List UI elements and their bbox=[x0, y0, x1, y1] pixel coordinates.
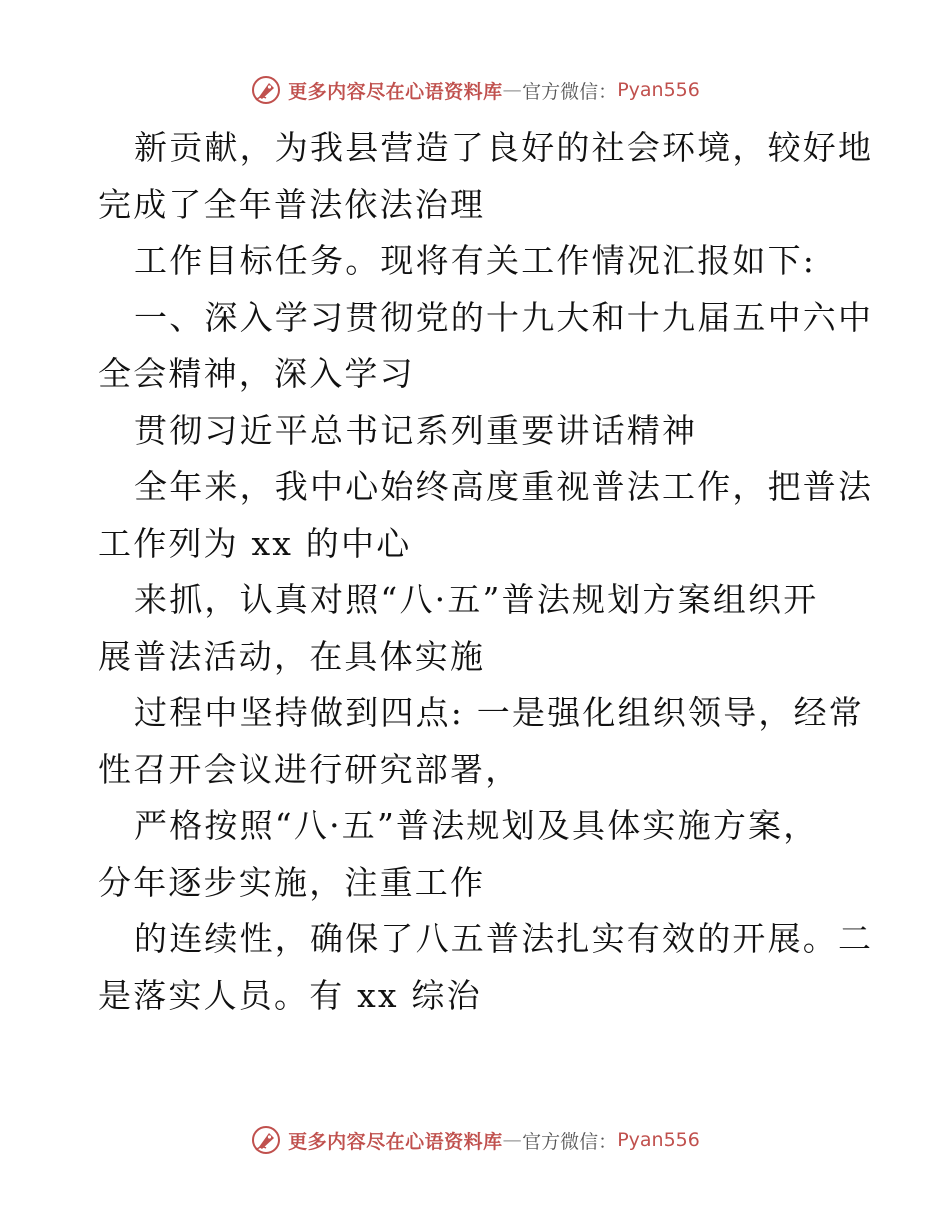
watermark-wechat-id: Pyan556 bbox=[617, 1129, 700, 1151]
watermark-sub-text: 官方微信： bbox=[522, 1130, 618, 1153]
body-line: 过程中坚持做到四点: 一是强化组织领导，经常 bbox=[134, 693, 865, 732]
pen-nib-logo-icon bbox=[250, 74, 282, 106]
watermark-separator: — bbox=[502, 79, 523, 101]
watermark-wechat-id: Pyan556 bbox=[617, 79, 700, 101]
footer-watermark bbox=[0, 1122, 950, 1158]
watermark-main-text: 更多内容尽在心语资料库 bbox=[288, 80, 503, 103]
body-line: 工作目标任务。现将有关工作情况汇报如下: bbox=[134, 241, 817, 280]
body-line: 展普法活动，在具体实施 bbox=[98, 636, 486, 676]
body-line: 全会精神，深入学习 bbox=[98, 354, 415, 393]
watermark-main-text: 更多内容尽在心语资料库 bbox=[288, 1130, 503, 1153]
watermark-separator: — bbox=[502, 1129, 523, 1151]
body-line: 是落实人员。有 xx 综治 bbox=[98, 975, 482, 1015]
body-line: 的连续性，确保了八五普法扎实有效的开展。二 bbox=[134, 919, 874, 958]
body-line: 新贡献，为我县营造了良好的社会环境，较好地 bbox=[134, 128, 874, 167]
body-line: 严格按照“八·五”普法规划及具体实施方案， bbox=[134, 806, 819, 845]
body-line: 来抓，认真对照“八·五”普法规划方案组织开 bbox=[134, 580, 819, 619]
body-line: 贯彻习近平总书记系列重要讲话精神 bbox=[134, 410, 698, 450]
body-line: 性召开会议进行研究部署， bbox=[98, 749, 521, 789]
document-body bbox=[98, 120, 874, 1024]
body-line: 全年来，我中心始终高度重视普法工作，把普法 bbox=[134, 467, 874, 506]
header-watermark bbox=[0, 72, 950, 108]
body-line: 完成了全年普法依法治理 bbox=[98, 184, 486, 224]
watermark-sub-text: 官方微信： bbox=[522, 80, 618, 103]
body-line: 分年逐步实施，注重工作 bbox=[98, 862, 486, 902]
pen-nib-logo-icon bbox=[250, 1124, 282, 1156]
body-line: 工作列为 xx 的中心 bbox=[98, 523, 412, 563]
body-line: 一、深入学习贯彻党的十九大和十九届五中六中 bbox=[134, 297, 874, 337]
